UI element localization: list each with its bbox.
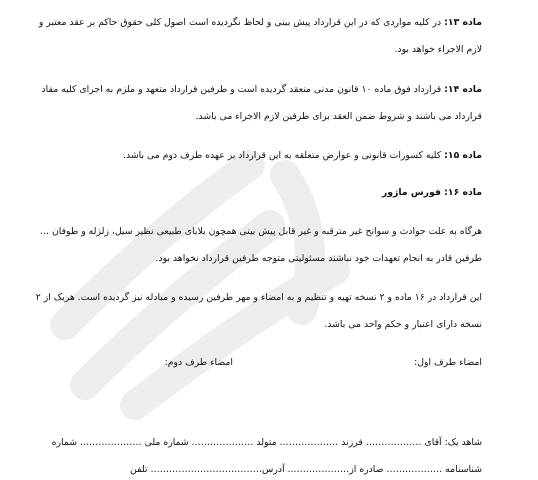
article-14-text-2: قرارداد می باشند و شروط ضمن العقد برای طرفین لازم الاجراء می باشد. xyxy=(195,111,482,122)
article-13-line-1 xyxy=(38,17,482,29)
article-16-line-2 xyxy=(56,253,482,265)
witness-line-2 xyxy=(56,464,482,476)
article-15-line-1 xyxy=(56,150,482,162)
closing-line-2 xyxy=(56,319,482,331)
article-16-text-2: طرفین قادر به انجام تعهدات خود نباشند مسئولیتی متوجه طرفین قرارداد نخواهد بود. xyxy=(155,253,482,264)
article-14-line-2 xyxy=(56,111,482,123)
watermark-logo-icon xyxy=(40,120,370,420)
article-14-line-1 xyxy=(41,84,482,96)
signature-first-party: امضاء طرف اول: xyxy=(414,357,482,368)
article-16-line-1 xyxy=(39,226,482,238)
article-13-line-2 xyxy=(56,44,482,56)
article-16-text-1: هرگاه به علت حوادث و سوانح غیر مترقبه و غیر قابل پیش بینی همچون بلایای طبیعی نظیر سیل، زلزله و طوفان … xyxy=(39,226,482,237)
article-16-heading: ماده ۱۶: فورس ماژور xyxy=(381,187,482,198)
article-14-heading: ماده ۱۴: xyxy=(444,84,482,95)
article-15-text-1: کلیه کسورات قانونی و عوارض متعلقه به این قرارداد بر عهده طرف دوم می باشد. xyxy=(123,150,442,161)
article-13-text-1: در کلیه مواردی که در این قرارداد پیش بینی و لحاظ نگردیده است اصول کلی حقوق حاکم بر عقد معتبر و xyxy=(38,17,442,28)
closing-text-2: نسخه دارای اعتبار و حکم واحد می باشد. xyxy=(324,319,482,330)
witness-text-2: شناسنامه ……………… صادره از……………….. آدرس……………………………… تلفن xyxy=(130,464,482,475)
closing-line-1 xyxy=(35,292,482,304)
witness-text-1: شاهد یک: آقای ……………… فرزند ………………. متولد ……………….. شماره ملی ……………….. شماره xyxy=(51,437,482,448)
article-15-heading: ماده ۱۵: xyxy=(444,150,482,161)
article-14-text-1: قرارداد فوق ماده ۱۰ قانون مدنی منعقد گردیده است و طرفین قرارداد متعهد و ملزم به اجرای کلیه مفاد xyxy=(41,84,442,95)
article-13-text-2: لازم الاجراء خواهد بود. xyxy=(394,44,482,55)
article-13-heading: ماده ۱۳: xyxy=(444,17,482,28)
signature-second-party: امضاء طرف دوم: xyxy=(164,357,233,368)
witness-line-1 xyxy=(51,437,482,449)
closing-text-1: این قرارداد در ۱۶ ماده و ۲ نسخه تهیه و تنظیم و به امضاء و مهر طرفین رسیده و مبادله نیز گردیده است. هریک از ۲ xyxy=(35,292,482,303)
